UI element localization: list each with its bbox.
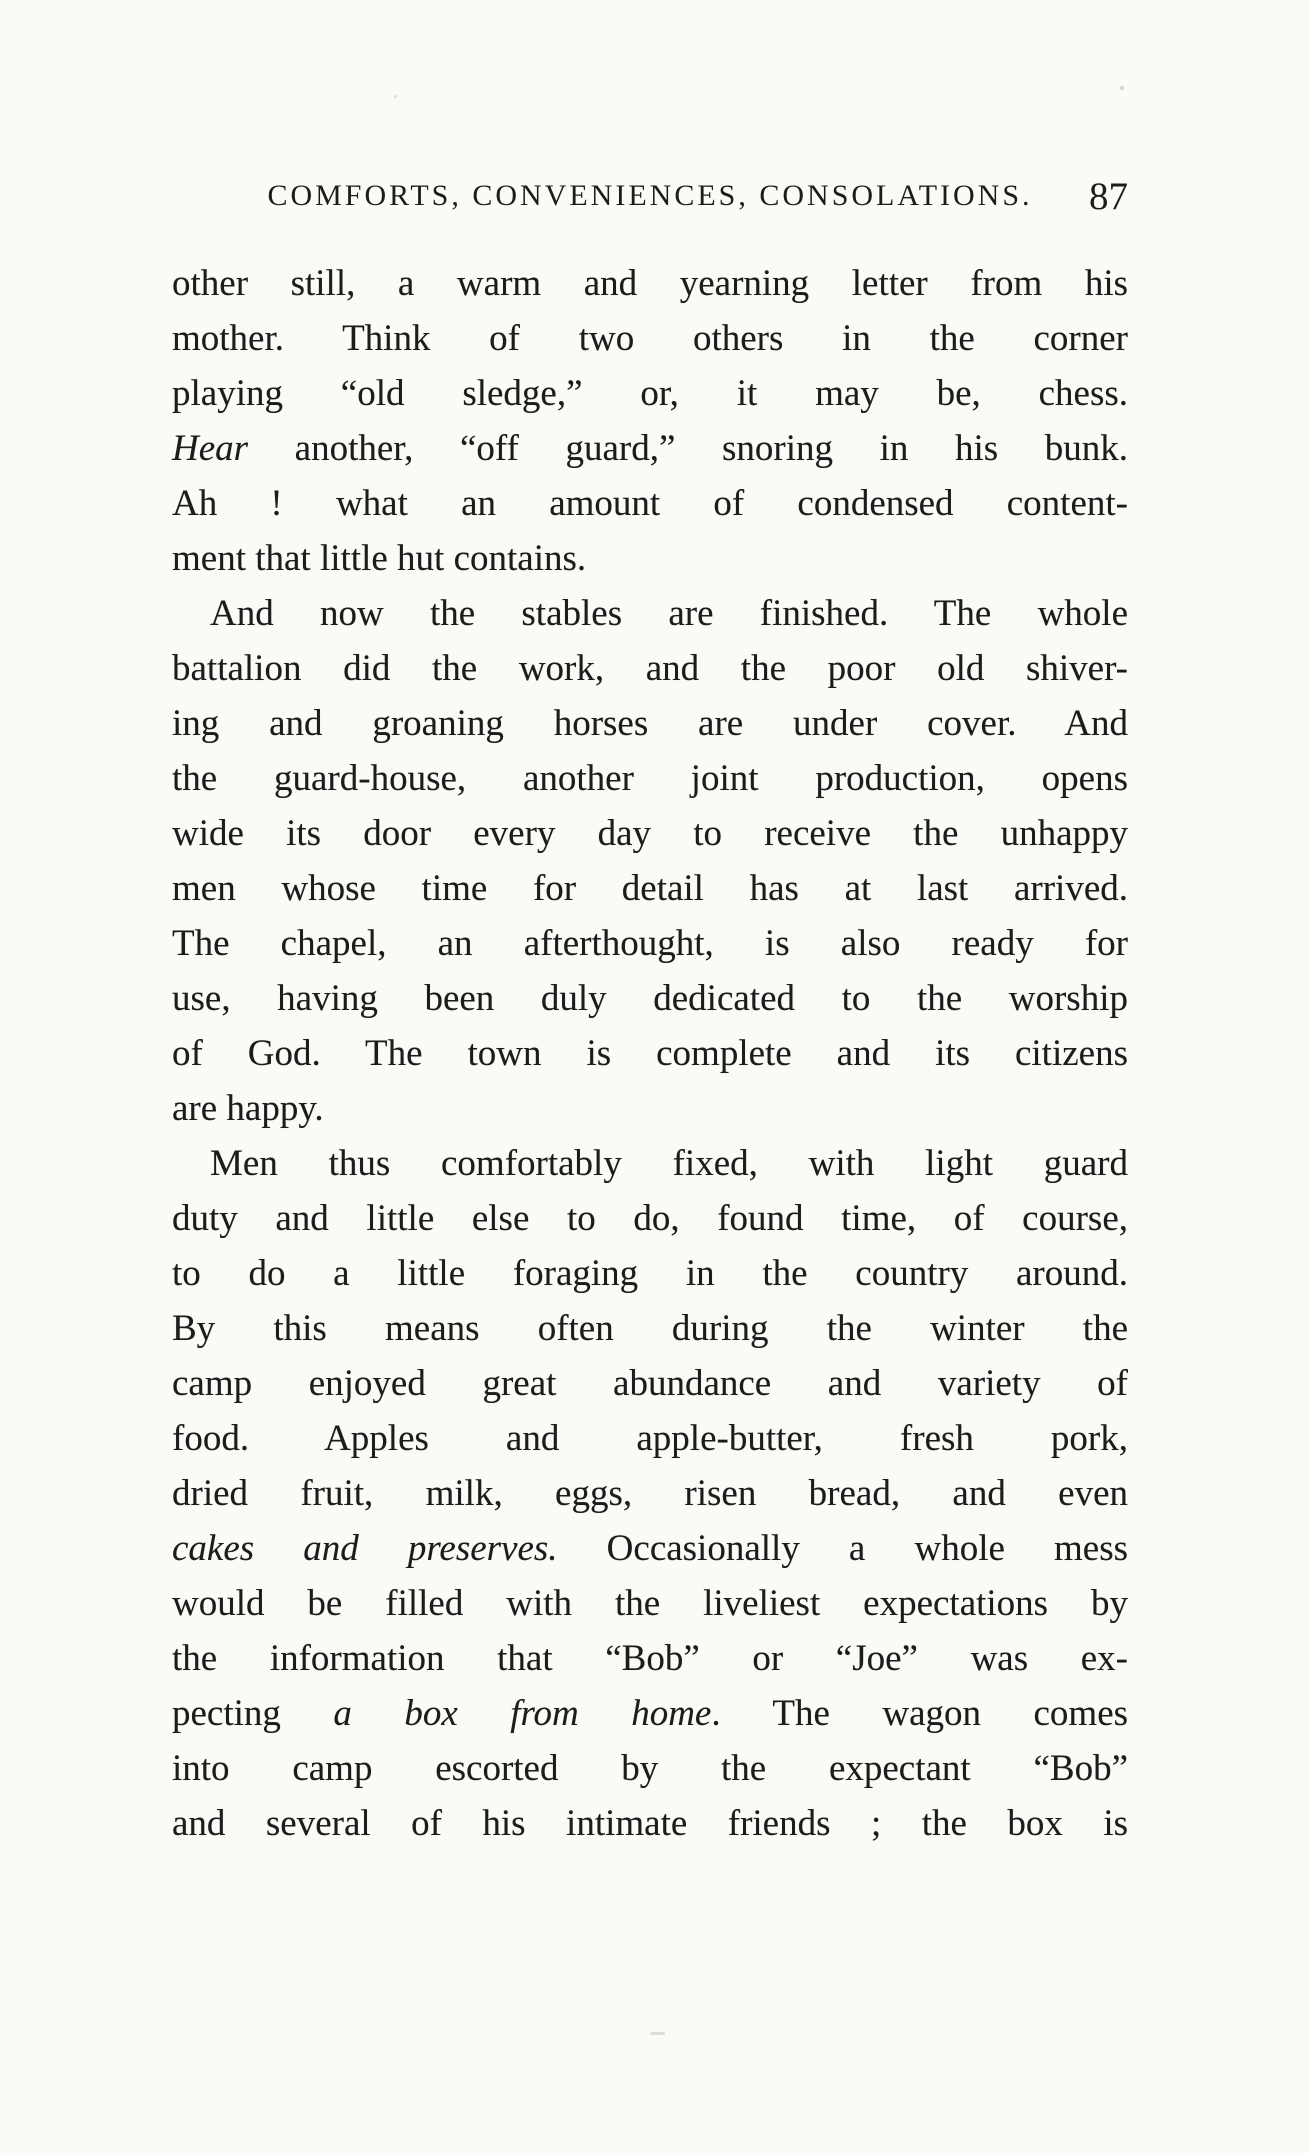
text-line bbox=[172, 751, 1128, 806]
text-run: And now the stables are finished. The whole bbox=[210, 593, 1128, 634]
text-block bbox=[172, 256, 1128, 1851]
text-line bbox=[172, 1686, 1128, 1741]
text-line bbox=[172, 861, 1128, 916]
text-run: food. Apples and apple-butter, fresh pork, bbox=[172, 1418, 1128, 1459]
text-line bbox=[172, 1466, 1128, 1521]
text-line bbox=[172, 256, 1128, 311]
text-run: . The wagon comes bbox=[711, 1693, 1129, 1734]
text-run-italic: Hear bbox=[172, 428, 249, 469]
text-line bbox=[172, 1796, 1128, 1851]
text-line bbox=[172, 1301, 1128, 1356]
text-run: of God. The town is complete and its citizens bbox=[172, 1033, 1128, 1074]
paragraph bbox=[172, 1136, 1128, 1851]
text-line bbox=[172, 476, 1128, 531]
scan-speckle bbox=[1120, 86, 1124, 90]
text-line bbox=[172, 1631, 1128, 1686]
text-run: men whose time for detail has at last arrived. bbox=[172, 868, 1128, 909]
text-run-italic: cakes and preserves. bbox=[172, 1528, 558, 1569]
scan-speckle bbox=[650, 2032, 665, 2035]
text-line bbox=[172, 641, 1128, 696]
paragraph bbox=[172, 256, 1128, 586]
text-line bbox=[172, 806, 1128, 861]
text-run: pecting bbox=[172, 1693, 334, 1734]
text-run: Men thus comfortably fixed, with light guard bbox=[210, 1143, 1128, 1184]
text-run: playing “old sledge,” or, it may be, chess. bbox=[172, 373, 1128, 414]
text-line bbox=[172, 1521, 1128, 1576]
text-run: would be filled with the liveliest expectations by bbox=[172, 1583, 1128, 1624]
text-line bbox=[172, 1081, 1128, 1136]
text-run: wide its door every day to receive the unhappy bbox=[172, 813, 1128, 854]
text-line bbox=[172, 1136, 1128, 1191]
text-run: are happy. bbox=[172, 1088, 324, 1129]
text-run-italic: a box from home bbox=[333, 1693, 712, 1734]
text-run: the information that “Bob” or “Joe” was ex- bbox=[172, 1638, 1128, 1679]
text-run: By this means often during the winter the bbox=[172, 1308, 1128, 1349]
text-line bbox=[172, 1576, 1128, 1631]
text-run: Ah ! what an amount of condensed content- bbox=[172, 483, 1128, 524]
text-line bbox=[172, 916, 1128, 971]
text-run: dried fruit, milk, eggs, risen bread, and even bbox=[172, 1473, 1128, 1514]
text-line bbox=[172, 1191, 1128, 1246]
page-number: 87 bbox=[1089, 175, 1128, 218]
text-line bbox=[172, 1246, 1128, 1301]
scan-speckle bbox=[394, 95, 397, 98]
running-title: COMFORTS, CONVENIENCES, CONSOLATIONS. bbox=[267, 179, 1033, 212]
text-line bbox=[172, 1026, 1128, 1081]
text-run: camp enjoyed great abundance and variety of bbox=[172, 1363, 1128, 1404]
text-run: duty and little else to do, found time, of course, bbox=[172, 1198, 1128, 1239]
text-run: Occasionally a whole mess bbox=[557, 1528, 1129, 1569]
text-line bbox=[172, 696, 1128, 751]
text-line bbox=[172, 421, 1128, 476]
text-line bbox=[172, 1356, 1128, 1411]
text-line bbox=[172, 971, 1128, 1026]
text-line bbox=[172, 1741, 1128, 1796]
text-line bbox=[172, 1411, 1128, 1466]
text-line bbox=[172, 311, 1128, 366]
text-run: ing and groaning horses are under cover. And bbox=[172, 703, 1128, 744]
text-run: to do a little foraging in the country around. bbox=[172, 1253, 1128, 1294]
paragraph bbox=[172, 586, 1128, 1136]
text-run: battalion did the work, and the poor old shiver- bbox=[172, 648, 1128, 689]
text-line bbox=[172, 366, 1128, 421]
text-run: and several of his intimate friends ; the box is bbox=[172, 1803, 1128, 1844]
text-run: other still, a warm and yearning letter from his bbox=[172, 263, 1128, 304]
text-run: The chapel, an afterthought, is also ready for bbox=[172, 923, 1128, 964]
text-run: ment that little hut contains. bbox=[172, 538, 587, 579]
text-line bbox=[172, 531, 1128, 586]
text-run: use, having been duly dedicated to the worship bbox=[172, 978, 1128, 1019]
page-header bbox=[172, 168, 1128, 216]
text-run: into camp escorted by the expectant “Bob” bbox=[172, 1748, 1128, 1789]
text-run: the guard-house, another joint production, opens bbox=[172, 758, 1128, 799]
text-run: mother. Think of two others in the corner bbox=[172, 318, 1128, 359]
text-run: another, “off guard,” snoring in his bunk. bbox=[248, 428, 1128, 469]
text-line bbox=[172, 586, 1128, 641]
